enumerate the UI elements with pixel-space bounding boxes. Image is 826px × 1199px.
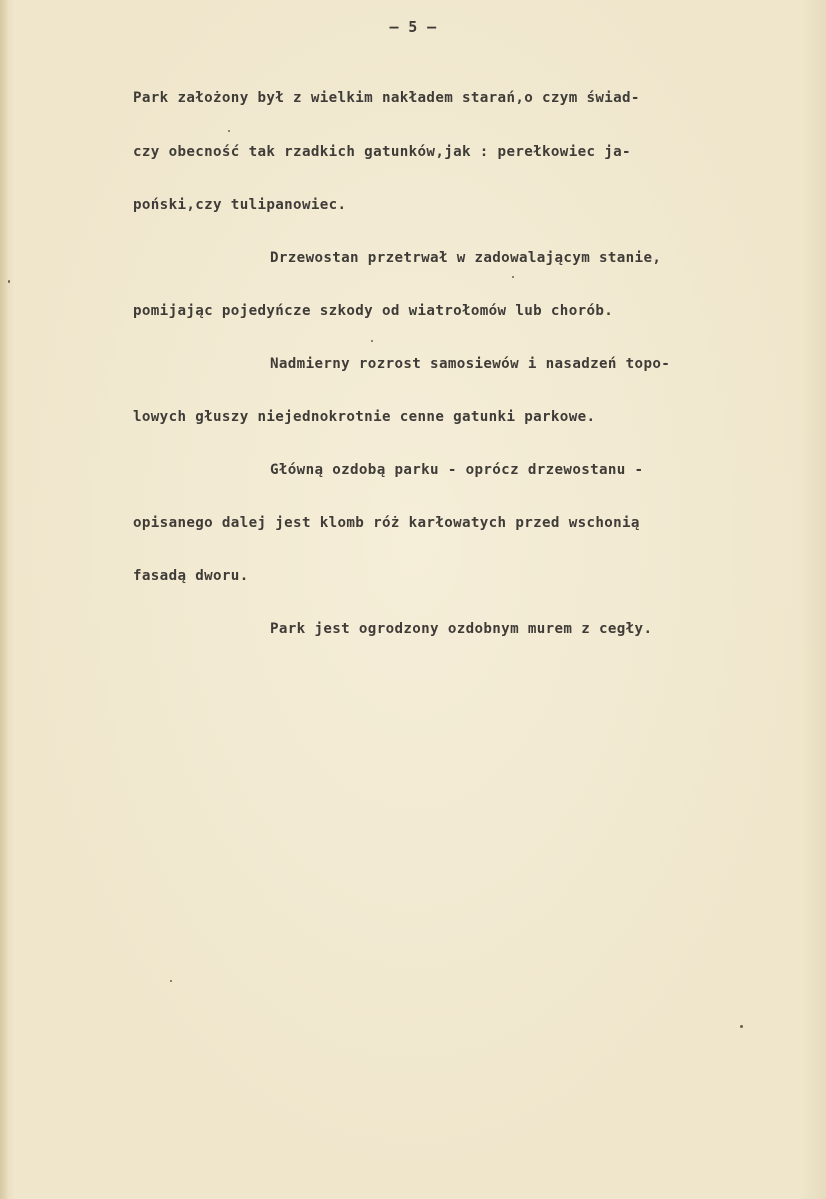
text-line: Park jest ogrodzony ozdobnym murem z cegły. xyxy=(270,621,653,637)
text-line: Drzewostan przetrwał w zadowalającym stanie, xyxy=(270,250,662,266)
text-line: Park założony był z wielkim nakładem starań,o czym świad- xyxy=(133,90,640,106)
text-line: lowych głuszy niejednokrotnie cenne gatunki parkowe. xyxy=(133,409,596,425)
text-line: pomijając pojedyńcze szkody od wiatrołomów lub chorób. xyxy=(133,303,614,319)
paper-speck xyxy=(512,276,514,278)
text-line: fasadą dworu. xyxy=(133,568,249,584)
paper-speck xyxy=(371,340,373,342)
text-line: opisanego dalej jest klomb róż karłowatych przed wschonią xyxy=(133,515,640,531)
paper-speck xyxy=(228,130,230,132)
paper-speck xyxy=(8,280,10,283)
page-number: — 5 — xyxy=(389,18,437,36)
text-line: czy obecność tak rzadkich gatunków,jak : perełkowiec ja- xyxy=(133,144,631,160)
text-line: Nadmierny rozrost samosiewów i nasadzeń topo- xyxy=(270,356,671,372)
text-line: poński,czy tulipanowiec. xyxy=(133,197,347,213)
paper-speck xyxy=(740,1025,743,1028)
text-line: Główną ozdobą parku - oprócz drzewostanu - xyxy=(270,462,644,478)
paper-speck xyxy=(170,980,172,982)
